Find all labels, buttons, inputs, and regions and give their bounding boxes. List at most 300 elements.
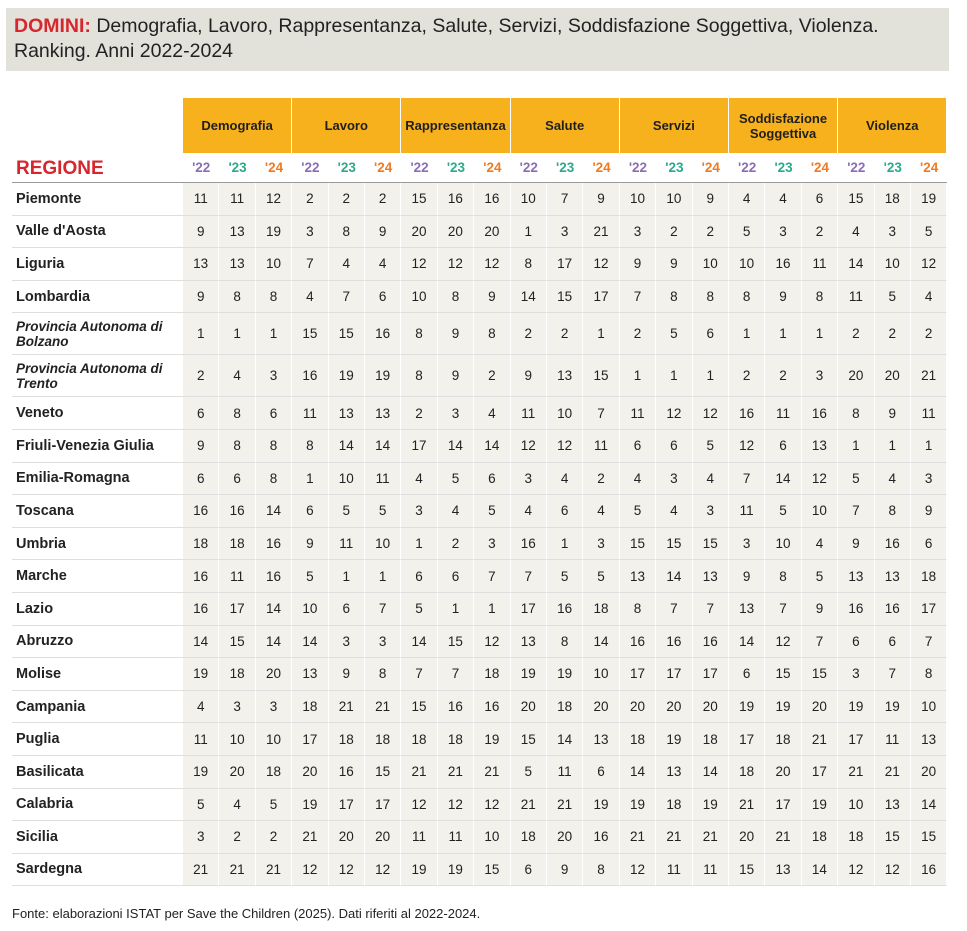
rank-cell: 12 [438, 789, 474, 822]
rank-cell: 10 [547, 397, 583, 430]
rank-cell: 15 [911, 821, 947, 854]
rank-cell: 2 [183, 355, 219, 397]
rank-cell: 15 [656, 528, 692, 561]
rank-cell: 9 [656, 248, 692, 281]
rank-cell: 2 [802, 216, 838, 249]
rank-cell: 11 [511, 397, 547, 430]
year-header: '22 [183, 153, 219, 183]
rank-cell: 8 [875, 495, 911, 528]
rank-cell: 15 [511, 723, 547, 756]
rank-cell: 5 [329, 495, 365, 528]
table-row [12, 821, 947, 854]
rank-cell: 8 [656, 281, 692, 314]
rank-cell: 15 [365, 756, 401, 789]
domain-header: Lavoro [292, 98, 401, 153]
rank-cell: 20 [365, 821, 401, 854]
rank-cell: 7 [620, 281, 656, 314]
rank-cell: 20 [765, 756, 801, 789]
rank-cell: 12 [802, 463, 838, 496]
rank-cell: 6 [911, 528, 947, 561]
rank-cell: 16 [474, 183, 510, 216]
rank-cell: 19 [474, 723, 510, 756]
rank-cell: 2 [438, 528, 474, 561]
rank-cell: 6 [620, 430, 656, 463]
rank-cell: 10 [765, 528, 801, 561]
rank-cell: 14 [256, 495, 292, 528]
rank-cell: 13 [656, 756, 692, 789]
rank-cell: 3 [693, 495, 729, 528]
rank-cell: 8 [620, 593, 656, 626]
table-row [12, 397, 947, 430]
rank-cell: 4 [365, 248, 401, 281]
rank-cell: 21 [729, 789, 765, 822]
rank-cell: 19 [365, 355, 401, 397]
rank-cell: 10 [365, 528, 401, 561]
rank-cell: 2 [693, 216, 729, 249]
rank-cell: 14 [547, 723, 583, 756]
rank-cell: 12 [911, 248, 947, 281]
rank-cell: 7 [765, 593, 801, 626]
rank-cell: 8 [547, 626, 583, 659]
rank-cell: 8 [838, 397, 874, 430]
rank-cell: 10 [693, 248, 729, 281]
rank-cell: 2 [219, 821, 255, 854]
rank-cell: 3 [547, 216, 583, 249]
rank-cell: 15 [219, 626, 255, 659]
region-name: Piemonte [12, 183, 183, 216]
rank-cell: 2 [656, 216, 692, 249]
rank-cell: 15 [292, 313, 328, 355]
rank-cell: 17 [547, 248, 583, 281]
rank-cell: 12 [729, 430, 765, 463]
rank-cell: 19 [329, 355, 365, 397]
rank-cell: 11 [620, 397, 656, 430]
year-header: '23 [656, 153, 692, 183]
rank-cell: 12 [329, 854, 365, 887]
rank-cell: 3 [474, 528, 510, 561]
rank-cell: 6 [474, 463, 510, 496]
rank-cell: 9 [875, 397, 911, 430]
rank-cell: 9 [292, 528, 328, 561]
rank-cell: 3 [911, 463, 947, 496]
rank-cell: 1 [656, 355, 692, 397]
rank-cell: 16 [875, 593, 911, 626]
rank-cell: 7 [875, 658, 911, 691]
header-blank [12, 98, 183, 153]
rank-cell: 1 [802, 313, 838, 355]
rank-cell: 21 [183, 854, 219, 887]
rank-cell: 2 [401, 397, 437, 430]
year-header-row [12, 153, 947, 183]
rank-cell: 21 [802, 723, 838, 756]
title-box [6, 8, 949, 71]
rank-cell: 9 [911, 495, 947, 528]
year-header: '24 [911, 153, 947, 183]
rank-cell: 13 [511, 626, 547, 659]
rank-cell: 8 [329, 216, 365, 249]
rank-cell: 20 [438, 216, 474, 249]
rank-cell: 19 [292, 789, 328, 822]
rank-cell: 3 [183, 821, 219, 854]
rank-cell: 20 [329, 821, 365, 854]
rank-cell: 14 [365, 430, 401, 463]
rank-cell: 2 [256, 821, 292, 854]
rank-cell: 2 [292, 183, 328, 216]
rank-cell: 20 [729, 821, 765, 854]
rank-cell: 1 [838, 430, 874, 463]
rank-cell: 5 [620, 495, 656, 528]
rank-cell: 21 [438, 756, 474, 789]
year-header: '22 [292, 153, 328, 183]
year-header: '24 [256, 153, 292, 183]
rank-cell: 3 [875, 216, 911, 249]
rank-cell: 19 [401, 854, 437, 887]
rank-cell: 11 [292, 397, 328, 430]
rank-cell: 20 [875, 355, 911, 397]
rank-cell: 16 [911, 854, 947, 887]
rank-cell: 1 [219, 313, 255, 355]
rank-cell: 3 [620, 216, 656, 249]
rank-cell: 18 [256, 756, 292, 789]
rank-cell: 4 [547, 463, 583, 496]
domain-header: Violenza [838, 98, 947, 153]
rank-cell: 7 [365, 593, 401, 626]
region-name: Friuli-Venezia Giulia [12, 430, 183, 463]
rank-cell: 5 [438, 463, 474, 496]
rank-cell: 21 [838, 756, 874, 789]
rank-cell: 9 [620, 248, 656, 281]
rank-cell: 1 [511, 216, 547, 249]
rank-cell: 5 [474, 495, 510, 528]
rank-cell: 21 [329, 691, 365, 724]
rank-cell: 3 [256, 355, 292, 397]
rank-cell: 4 [219, 789, 255, 822]
rank-cell: 7 [838, 495, 874, 528]
rank-cell: 20 [620, 691, 656, 724]
rank-cell: 8 [802, 281, 838, 314]
rank-cell: 6 [583, 756, 619, 789]
year-header: '22 [511, 153, 547, 183]
rank-cell: 4 [620, 463, 656, 496]
rank-cell: 6 [365, 281, 401, 314]
rank-cell: 6 [547, 495, 583, 528]
rank-cell: 7 [583, 397, 619, 430]
table-row [12, 216, 947, 249]
rank-cell: 8 [401, 313, 437, 355]
rank-cell: 7 [329, 281, 365, 314]
rank-cell: 18 [329, 723, 365, 756]
rank-cell: 21 [656, 821, 692, 854]
rank-cell: 18 [474, 658, 510, 691]
rank-cell: 2 [547, 313, 583, 355]
table-row [12, 183, 947, 216]
rank-cell: 4 [693, 463, 729, 496]
rank-cell: 15 [401, 691, 437, 724]
rank-cell: 13 [693, 560, 729, 593]
rank-cell: 12 [511, 430, 547, 463]
rank-cell: 11 [219, 560, 255, 593]
year-header: '23 [875, 153, 911, 183]
rank-cell: 11 [401, 821, 437, 854]
rank-cell: 13 [219, 216, 255, 249]
rank-cell: 14 [656, 560, 692, 593]
region-name: Umbria [12, 528, 183, 561]
rank-cell: 1 [875, 430, 911, 463]
rank-cell: 10 [656, 183, 692, 216]
rank-cell: 11 [219, 183, 255, 216]
rank-cell: 20 [656, 691, 692, 724]
rank-cell: 14 [693, 756, 729, 789]
rank-cell: 5 [875, 281, 911, 314]
rank-cell: 8 [474, 313, 510, 355]
domain-header: Salute [511, 98, 620, 153]
table-row [12, 248, 947, 281]
rank-cell: 18 [401, 723, 437, 756]
rank-cell: 6 [511, 854, 547, 887]
rank-cell: 9 [511, 355, 547, 397]
year-header: '24 [802, 153, 838, 183]
rank-cell: 3 [765, 216, 801, 249]
region-name: Lombardia [12, 281, 183, 314]
table-row [12, 658, 947, 691]
rank-cell: 14 [474, 430, 510, 463]
rank-cell: 1 [729, 313, 765, 355]
rank-cell: 9 [583, 183, 619, 216]
rank-cell: 16 [438, 183, 474, 216]
rank-cell: 14 [802, 854, 838, 887]
rank-cell: 6 [838, 626, 874, 659]
rank-cell: 19 [620, 789, 656, 822]
rank-cell: 6 [656, 430, 692, 463]
rank-cell: 8 [765, 560, 801, 593]
rank-cell: 11 [875, 723, 911, 756]
rank-cell: 13 [875, 560, 911, 593]
rank-cell: 2 [911, 313, 947, 355]
rank-cell: 20 [474, 216, 510, 249]
rank-cell: 7 [656, 593, 692, 626]
domain-header: Soddisfazione Soggettiva [729, 98, 838, 153]
table-row [12, 281, 947, 314]
rank-cell: 2 [875, 313, 911, 355]
rank-cell: 8 [511, 248, 547, 281]
rank-cell: 1 [329, 560, 365, 593]
rank-cell: 4 [656, 495, 692, 528]
rank-cell: 10 [583, 658, 619, 691]
rank-cell: 14 [511, 281, 547, 314]
rank-cell: 16 [219, 495, 255, 528]
rank-cell: 7 [802, 626, 838, 659]
rank-cell: 19 [765, 691, 801, 724]
region-name: Calabria [12, 789, 183, 822]
rank-cell: 13 [911, 723, 947, 756]
rank-cell: 3 [292, 216, 328, 249]
rank-cell: 17 [511, 593, 547, 626]
title-keyword: DOMINI: [14, 15, 91, 37]
rank-cell: 20 [911, 756, 947, 789]
rank-cell: 8 [219, 281, 255, 314]
rank-cell: 14 [292, 626, 328, 659]
rank-cell: 6 [438, 560, 474, 593]
table-row [12, 723, 947, 756]
rank-cell: 21 [583, 216, 619, 249]
rank-cell: 5 [729, 216, 765, 249]
rank-cell: 12 [875, 854, 911, 887]
year-header: '22 [838, 153, 874, 183]
rank-cell: 16 [656, 626, 692, 659]
rank-cell: 4 [511, 495, 547, 528]
rank-cell: 13 [329, 397, 365, 430]
rank-cell: 17 [656, 658, 692, 691]
rank-cell: 1 [583, 313, 619, 355]
rank-cell: 8 [219, 397, 255, 430]
rank-cell: 11 [365, 463, 401, 496]
rank-cell: 9 [365, 216, 401, 249]
rank-cell: 9 [329, 658, 365, 691]
rank-cell: 5 [583, 560, 619, 593]
rank-cell: 19 [511, 658, 547, 691]
rank-cell: 16 [875, 528, 911, 561]
rank-cell: 21 [256, 854, 292, 887]
rank-cell: 4 [765, 183, 801, 216]
rank-cell: 19 [656, 723, 692, 756]
rank-cell: 18 [511, 821, 547, 854]
rank-cell: 16 [183, 560, 219, 593]
rank-cell: 12 [620, 854, 656, 887]
rank-cell: 8 [256, 430, 292, 463]
region-name: Marche [12, 560, 183, 593]
rank-cell: 15 [729, 854, 765, 887]
region-name: Provincia Autonoma di Bolzano [12, 313, 183, 355]
rank-cell: 21 [292, 821, 328, 854]
rank-cell: 9 [183, 430, 219, 463]
rank-cell: 17 [765, 789, 801, 822]
table-row [12, 854, 947, 887]
rank-cell: 1 [256, 313, 292, 355]
rank-cell: 12 [365, 854, 401, 887]
region-name: Lazio [12, 593, 183, 626]
rank-cell: 21 [875, 756, 911, 789]
table-row [12, 430, 947, 463]
rank-cell: 10 [729, 248, 765, 281]
rank-cell: 8 [365, 658, 401, 691]
rank-cell: 1 [365, 560, 401, 593]
rank-cell: 7 [438, 658, 474, 691]
rank-cell: 18 [729, 756, 765, 789]
rank-cell: 3 [729, 528, 765, 561]
rank-cell: 19 [438, 854, 474, 887]
rank-cell: 18 [802, 821, 838, 854]
rank-cell: 5 [511, 756, 547, 789]
rank-cell: 11 [765, 397, 801, 430]
rank-cell: 8 [292, 430, 328, 463]
rank-cell: 4 [474, 397, 510, 430]
rank-cell: 6 [183, 397, 219, 430]
rank-cell: 1 [438, 593, 474, 626]
rank-cell: 19 [256, 216, 292, 249]
rank-cell: 3 [656, 463, 692, 496]
rank-cell: 16 [329, 756, 365, 789]
rank-cell: 6 [729, 658, 765, 691]
rank-cell: 1 [765, 313, 801, 355]
rank-cell: 20 [693, 691, 729, 724]
rank-cell: 12 [474, 248, 510, 281]
region-name: Basilicata [12, 756, 183, 789]
rank-cell: 5 [547, 560, 583, 593]
domain-header: Rappresentanza [401, 98, 510, 153]
rank-cell: 15 [583, 355, 619, 397]
rank-cell: 4 [438, 495, 474, 528]
rank-cell: 19 [838, 691, 874, 724]
rank-cell: 18 [838, 821, 874, 854]
rank-cell: 9 [438, 355, 474, 397]
rank-cell: 11 [329, 528, 365, 561]
ranking-table [12, 98, 947, 886]
rank-cell: 8 [729, 281, 765, 314]
rank-cell: 17 [911, 593, 947, 626]
rank-cell: 15 [802, 658, 838, 691]
rank-cell: 5 [256, 789, 292, 822]
rank-cell: 5 [693, 430, 729, 463]
rank-cell: 19 [875, 691, 911, 724]
region-name: Valle d'Aosta [12, 216, 183, 249]
rank-cell: 15 [329, 313, 365, 355]
rank-cell: 19 [583, 789, 619, 822]
year-header: '24 [474, 153, 510, 183]
rank-cell: 16 [256, 560, 292, 593]
rank-cell: 15 [838, 183, 874, 216]
rank-cell: 21 [219, 854, 255, 887]
rank-cell: 3 [256, 691, 292, 724]
table-row [12, 691, 947, 724]
rank-cell: 10 [401, 281, 437, 314]
rank-cell: 17 [802, 756, 838, 789]
year-header: '24 [693, 153, 729, 183]
rank-cell: 16 [729, 397, 765, 430]
rank-cell: 6 [875, 626, 911, 659]
rank-cell: 13 [583, 723, 619, 756]
year-header: '22 [620, 153, 656, 183]
region-name: Sardegna [12, 854, 183, 887]
rank-cell: 9 [547, 854, 583, 887]
rank-cell: 16 [474, 691, 510, 724]
rank-cell: 15 [875, 821, 911, 854]
rank-cell: 18 [656, 789, 692, 822]
table-row [12, 355, 947, 397]
rank-cell: 2 [365, 183, 401, 216]
year-header: '23 [329, 153, 365, 183]
rank-cell: 3 [401, 495, 437, 528]
rank-cell: 18 [620, 723, 656, 756]
rank-cell: 17 [729, 723, 765, 756]
region-name: Puglia [12, 723, 183, 756]
rank-cell: 16 [838, 593, 874, 626]
rank-cell: 6 [292, 495, 328, 528]
rank-cell: 13 [838, 560, 874, 593]
rank-cell: 15 [438, 626, 474, 659]
rank-cell: 16 [292, 355, 328, 397]
rank-cell: 14 [583, 626, 619, 659]
rank-cell: 13 [547, 355, 583, 397]
rank-cell: 3 [219, 691, 255, 724]
rank-cell: 7 [401, 658, 437, 691]
rank-cell: 7 [693, 593, 729, 626]
rank-cell: 13 [729, 593, 765, 626]
rank-cell: 6 [219, 463, 255, 496]
rank-cell: 18 [292, 691, 328, 724]
rank-cell: 21 [511, 789, 547, 822]
rank-cell: 17 [401, 430, 437, 463]
region-name: Liguria [12, 248, 183, 281]
